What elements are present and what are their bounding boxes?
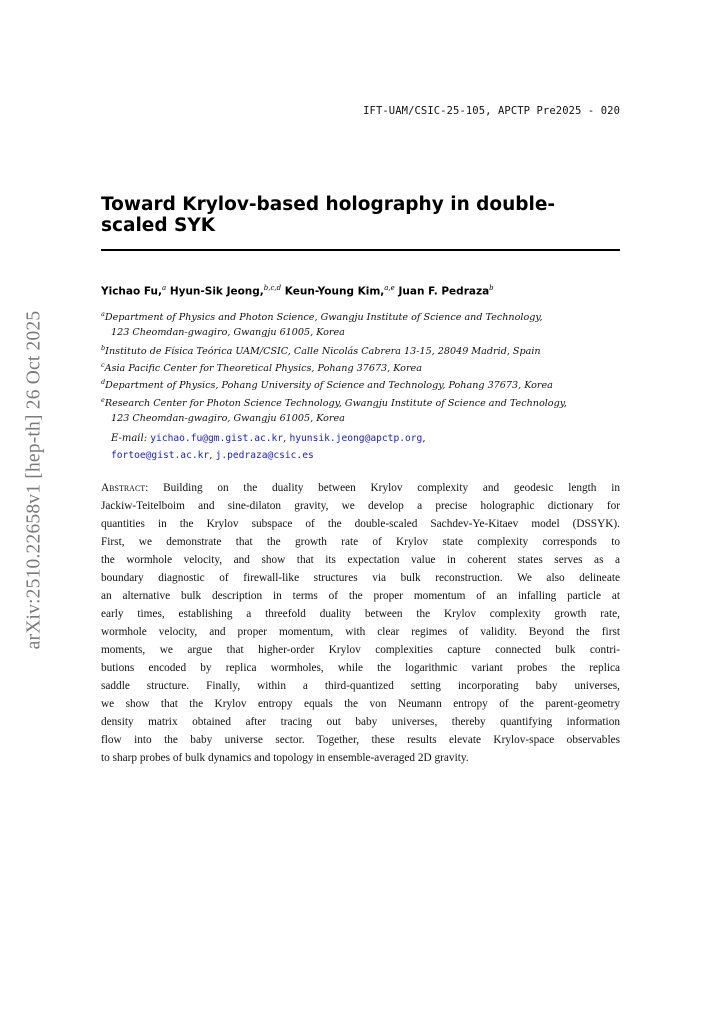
author-list [101,284,621,298]
email-link[interactable]: fortoe@gist.ac.kr [111,450,210,461]
affiliation-a [101,307,621,340]
affil-line: Research Center for Photon Science Technology, Gwangju Institute of Science and Technology, [104,398,567,410]
arxiv-stamp-text: arXiv:2510.22658v1 [hep-th] 26 Oct 2025 [23,310,45,650]
affil-mark: c [101,361,105,369]
email-block: E-mail: yichao.fu@gm.gist.ac.kr, hyunsik.jeong@apctp.org, fortoe@gist.ac.kr, j.pedraza@csic.es [111,433,426,461]
paper-title: Toward Krylov-based holography in double-scaled SYK [101,194,556,236]
abstract-label: Abstract: [101,482,149,494]
affil-line: Department of Physics, Pohang University of Science and Technology, Pohang 37673, Korea [105,380,553,392]
abstract-line: density matrix obtained after tracing out baby universes, thereby quantifying information [101,716,620,728]
affil-line: 123 Cheomdan-gwagiro, Gwangju 61005, Korea [111,327,345,339]
affiliation-c [101,358,621,376]
abstract-line: butions encoded by replica wormholes, while the logarithmic variant probes the replica [101,662,620,674]
affil-mark: e [101,396,105,404]
author-affil-mark: a,e [384,284,395,292]
affil-line: 123 Cheomdan-gwagiro, Gwangju 61005, Korea [111,413,345,425]
title-rule [101,249,620,251]
arxiv-stamp [20,297,48,663]
abstract-line: to sharp probes of bulk dynamics and topology in ensemble-averaged 2D gravity. [101,752,469,764]
affil-line: Asia Pacific Center for Theoretical Physics, Pohang 37673, Korea [104,363,422,375]
affiliation-e [101,393,621,426]
abstract-line: the wormhole velocity, and show that its expectation value in coherent states serves as a [101,554,620,566]
abstract-line: an alternative bulk description in terms of the proper momentum of an infalling particle at [101,590,620,602]
affil-mark: b [101,344,106,352]
abstract [101,479,620,767]
abstract-line: First, we demonstrate that the growth rate of Krylov state complexity corresponds to [101,536,620,548]
author-name: Juan F. Pedraza [398,285,490,298]
abstract-line: saddle structure. Finally, within a third-quantized setting incorporating baby universes, [101,680,620,692]
author-affil-mark: a [161,284,167,292]
affil-line: Instituto de Física Teórica UAM/CSIC, Calle Nicolás Cabrera 13-15, 28049 Madrid, Spain [105,346,541,358]
email-link[interactable]: hyunsik.jeong@apctp.org [289,433,423,444]
email-link[interactable]: j.pedraza@csic.es [215,450,314,461]
affil-mark: d [101,378,106,386]
abstract-line: we show that the Krylov entropy equals the von Neumann entropy of the parent-geometry [101,698,620,710]
email-link[interactable]: yichao.fu@gm.gist.ac.kr [150,433,284,444]
abstract-line: quantities in the Krylov subspace of the double-scaled Sachdev-Ye-Kitaev model (DSSYK). [101,518,620,530]
report-number: IFT-UAM/CSIC-25-105, APCTP Pre2025 - 020 [363,105,620,117]
author-name: Keun-Young Kim, [284,285,385,298]
author-name: Yichao Fu, [101,285,162,298]
abstract-line: wormhole velocity, and proper momentum, with clear regimes of validity. Beyond the first [101,626,620,638]
abstract-line: Jackiw-Teitelboim and sine-dilaton gravity, we develop a precise holographic dictionary for [101,500,620,512]
abstract-line: flow into the baby universe sector. Together, these results elevate Krylov-space observables [101,734,620,746]
author-name: Hyun-Sik Jeong, [169,285,264,298]
abstract-line: early times, establishing a threefold duality between the Krylov complexity growth rate, [101,608,620,620]
affiliation-d [101,375,621,393]
abstract-line: Abstract: Building on the duality between Krylov complexity and geodesic length in [101,482,620,494]
affiliation-b [101,341,621,359]
author-affil-mark: b [489,284,494,292]
abstract-line: moments, we argue that higher-order Krylov complexities capture connected bulk contri- [101,644,620,656]
abstract-line: boundary diagnostic of firewall-like structures via bulk reconstruction. We also delineate [101,572,620,584]
author-affil-mark: b,c,d [263,284,282,292]
affil-mark: a [101,310,105,318]
affil-line: Department of Physics and Photon Science, Gwangju Institute of Science and Technology, [104,312,543,324]
email-label: E-mail: [111,433,148,444]
